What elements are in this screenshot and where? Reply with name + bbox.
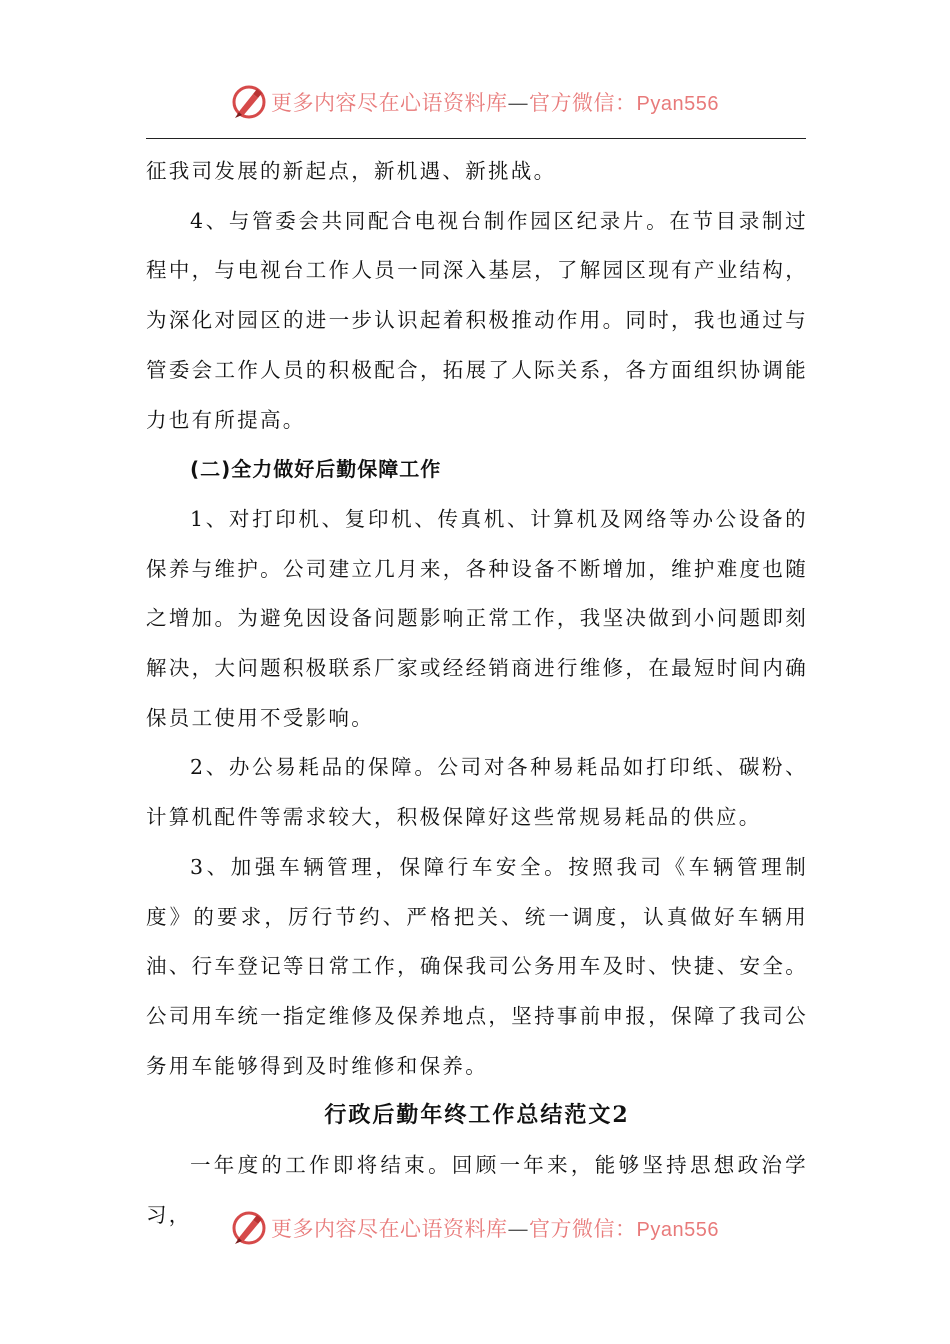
watermark-dash: — <box>507 91 530 115</box>
paragraph-item-1: 1、对打印机、复印机、传真机、计算机及网络等办公设备的保养与维护。公司建立几月来，各种设备不断增加，维护难度也随之增加。为避免因设备问题影响正常工作，我坚决做到小问题即刻解决，大问题积极联系厂家或经经销商进行维修，在最短时间内确保员工使用不受影响。 <box>146 506 808 730</box>
document-body <box>146 147 808 1240</box>
footer-watermark-banner <box>0 1206 950 1250</box>
watermark-lead: 更多内容尽在心语资料库 <box>271 91 508 115</box>
watermark-text <box>271 87 719 117</box>
watermark-official: 官方微信： <box>529 91 637 115</box>
paragraph-intro: 一年度的工作即将结束。回顾一年来，能够坚持思想政治学习， <box>146 1153 808 1227</box>
pen-logo-icon <box>231 84 267 120</box>
paragraph-item-3: 3、加强车辆管理，保障行车安全。按照我司《车辆管理制度》的要求，厉行节约、严格把关、统一调度，认真做好车辆用油、行车登记等日常工作，确保我司公务用车及时、快捷、安全。公司用车统一指定维修及保养地点，坚持事前申报，保障了我司公务用车能够得到及时维修和保养。 <box>146 854 808 1078</box>
article-title: 行政后勤年终工作总结范文2 <box>324 1102 630 1129</box>
header-divider <box>146 138 806 139</box>
section-heading-logistics: (二)全力做好后勤保障工作 <box>190 457 442 482</box>
paragraph-item-2: 2、办公易耗品的保障。公司对各种易耗品如打印纸、碳粉、计算机配件等需求较大，积极保障好这些常规易耗品的供应。 <box>146 755 808 830</box>
paragraph-item-4: 4、与管委会共同配合电视台制作园区纪录片。在节目录制过程中，与电视台工作人员一同深入基层，了解园区现有产业结构，为深化对园区的进一步认识起着积极推动作用。同时，我也通过与管委会工作人员的积极配合，拓展了人际关系，各方面组织协调能力也有所提高。 <box>146 208 808 432</box>
watermark-text <box>271 1213 719 1243</box>
header-watermark-banner <box>0 80 950 124</box>
watermark-wechat-id: Pyan556 <box>636 93 719 115</box>
pen-logo-icon <box>231 1210 267 1246</box>
paragraph-continuation: 征我司发展的新起点，新机遇、新挑战。 <box>146 159 557 183</box>
watermark-wechat-id: Pyan556 <box>636 1219 719 1241</box>
watermark-dash: — <box>507 1217 530 1241</box>
watermark-official: 官方微信： <box>529 1217 637 1241</box>
watermark-lead: 更多内容尽在心语资料库 <box>271 1217 508 1241</box>
